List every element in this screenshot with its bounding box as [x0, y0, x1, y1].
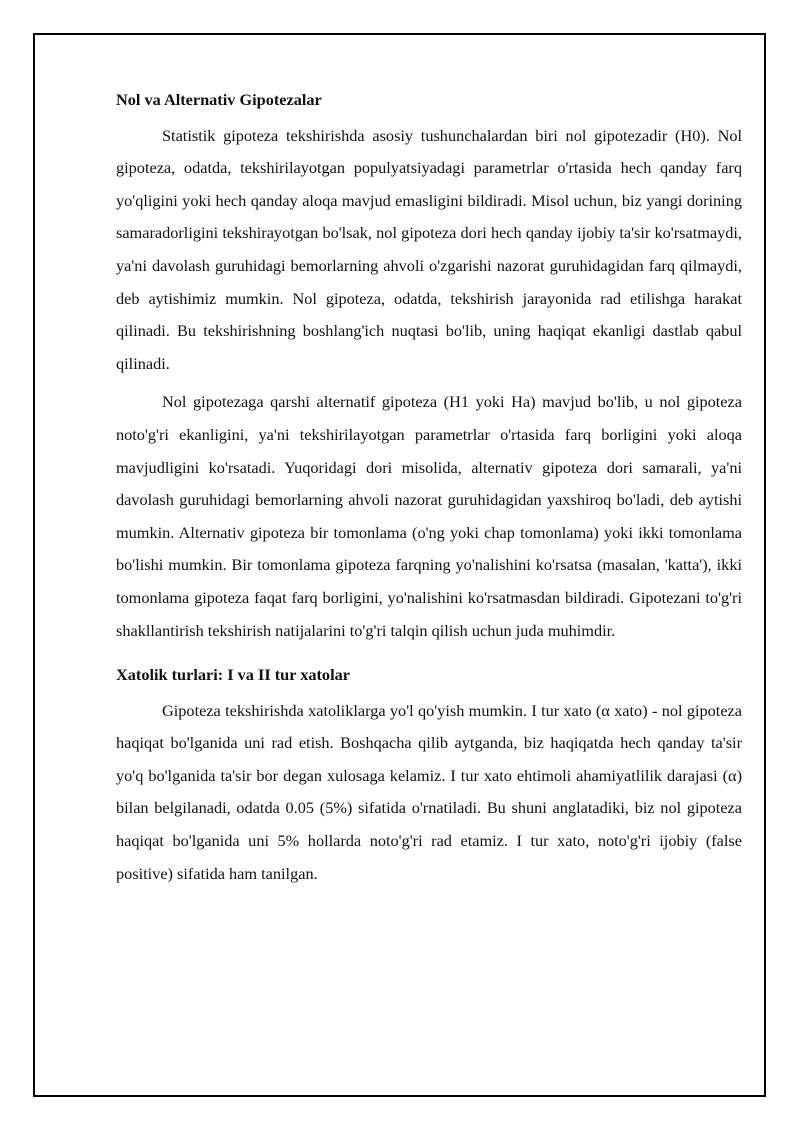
section-heading-error-types: Xatolik turlari: I va II tur xatolar	[116, 665, 350, 685]
section-heading-null-alternative: Nol va Alternativ Gipotezalar	[116, 90, 322, 109]
paragraph-null-hypothesis: Statistik gipoteza tekshirishda asosiy tushunchalardan biri nol gipotezadir (H0). Nol gipoteza, odatda, tekshirilayotgan populyatsiyadagi parametrlar o'rtasida hech qanday farq yo'qligini yoki hech qanday aloqa mavjud emasligini bildiradi. Misol uchun, biz yangi dorining samaradorligini tekshirayotgan bo'lsak, nol gipoteza dori hech qanday ijobiy ta'sir ko'rsatmaydi, ya'ni davolash guruhidagi bemorlarning ahvoli o'zgarishi nazorat guruhidagidan farq qilmaydi, deb aytishimiz mumkin. Nol gipoteza, odatda, tekshirish jarayonida rad etilishga harakat qilinadi. Bu tekshirishning boshlang'ich nuqtasi bo'lib, uning haqiqat ekanligi dastlab qabul qilinadi.	[116, 125, 742, 373]
paragraph-alternative-hypothesis: Nol gipotezaga qarshi alternatif gipoteza (H1 yoki Ha) mavjud bo'lib, u nol gipoteza noto'g'ri ekanligini, ya'ni tekshirilayotgan parametrlar o'rtasida farq borligini yoki aloqa mavjudligini ko'rsatadi. Yuqoridagi dori misolida, alternativ gipoteza dori samarali, ya'ni davolash guruhidagi bemorlarning ahvoli nazorat guruhidagidan yaxshiroq bo'ladi, deb aytishi mumkin. Alternativ gipoteza bir tomonlama (o'ng yoki chap tomonlama) yoki ikki tomonlama bo'lishi mumkin. Bir tomonlama gipoteza farqning yo'nalishini ko'rsatsa (masalan, 'katta'), ikki tomonlama gipoteza faqat farq borligini, yo'nalishini ko'rsatmasdan bildiradi. Gipotezani to'g'ri shakllantirish tekshirish natijalarini to'g'ri talqin qilish uchun juda muhimdir.	[116, 392, 742, 640]
paragraph-type-one-error: Gipoteza tekshirishda xatoliklarga yo'l qo'yish mumkin. I tur xato (α xato) - nol gipoteza haqiqat bo'lganida uni rad etish. Boshqacha qilib aytganda, biz haqiqatda hech qanday ta'sir yo'q bo'lganida ta'sir bor degan xulosaga kelamiz. I tur xato ehtimoli ahamiyatlilik darajasi (α) bilan belgilanadi, odatda 0.05 (5%) sifatida o'rnatiladi. Bu shuni anglatadiki, biz nol gipoteza haqiqat bo'lganida uni 5% hollarda noto'g'ri rad etamiz. I tur xato, noto'g'ri ijobiy (false positive) sifatida ham tanilgan.	[116, 700, 742, 883]
document-body	[116, 84, 742, 890]
